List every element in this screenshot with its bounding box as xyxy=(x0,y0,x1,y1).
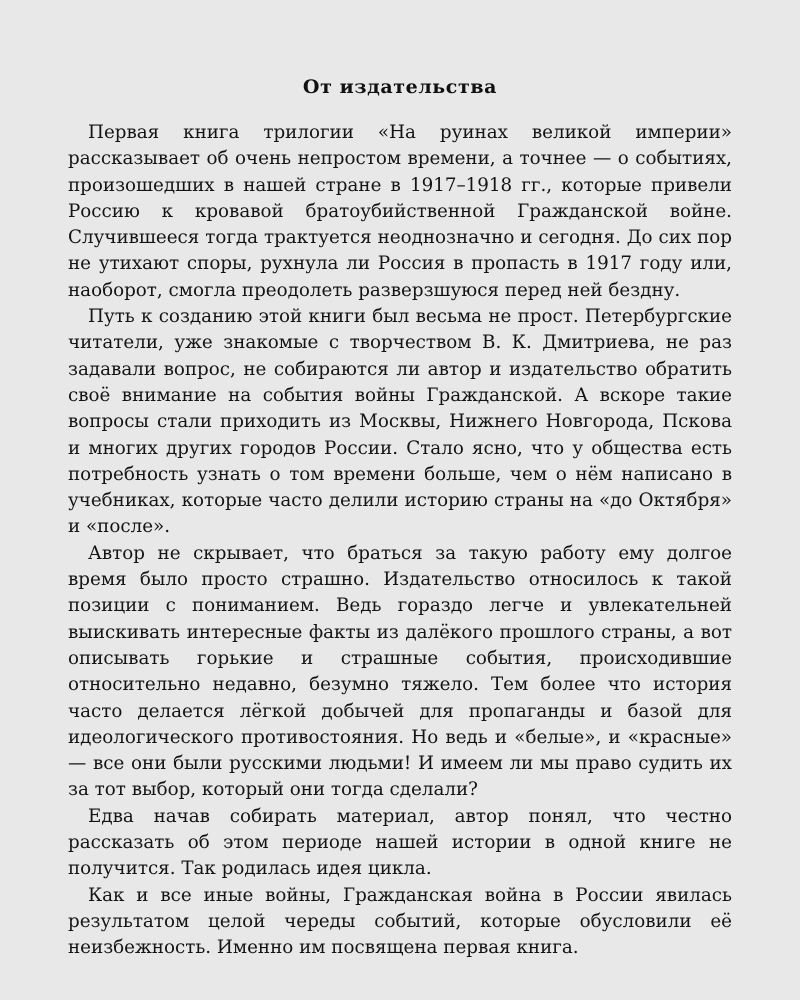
body-text xyxy=(68,120,732,962)
paragraph: Едва начав собирать материал, автор понял, что честно рассказать об этом периоде нашей истории в одной книге не получится. Так родилась идея цикла. xyxy=(68,805,732,880)
paragraph: Как и все иные войны, Гражданская война в России явилась результатом целой череды событий, которые обусловили её неизбежность. Именно им посвящена первая книга. xyxy=(68,884,732,959)
paragraph: Путь к созданию этой книги был весьма не прост. Петербургские читатели, уже знакомые с творчеством В. К. Дмитриева, не раз задавали вопрос, не собираются ли автор и издательство обратить своё внимание на события войны Гражданской. А вскоре такие вопросы стали приходить из Москвы, Нижнего Новгорода, Пскова и многих других городов России. Стало ясно, что у общества есть потребность узнать о том времени больше, чем о нём написано в учебниках, которые часто делили историю страны на «до Октября» и «после». xyxy=(68,306,732,538)
paragraph: Автор не скрывает, что браться за такую работу ему долгое время было просто страшно. Издательство относилось к такой позиции с пониманием. Ведь гораздо легче и увлекательней выискивать интересные факты из далёкого прошлого страны, а вот описывать горькие и страшные события, происходившие относительно недавно, безумно тяжело. Тем более что история часто делается лёгкой добычей для пропаганды и базой для идеологического противостояния. Но ведь и «белые», и «красные» — все они были русскими людьми! И имеем ли мы право судить их за тот выбор, который они тогда сделали? xyxy=(68,542,732,801)
page-title: От издательства xyxy=(302,76,498,98)
paragraph: Первая книга трилогии «На руинах великой империи» рассказывает об очень непростом времени, а точнее — о событиях, произошедших в нашей стране в 1917–1918 гг., которые привели Россию к кровавой братоубийственной Гражданской войне. Случившееся тогда трактуется неоднозначно и сегодня. До сих пор не утихают споры, рухнула ли Россия в пропасть в 1917 году или, наоборот, смогла преодолеть разверзшуюся перед ней бездну. xyxy=(68,122,732,301)
